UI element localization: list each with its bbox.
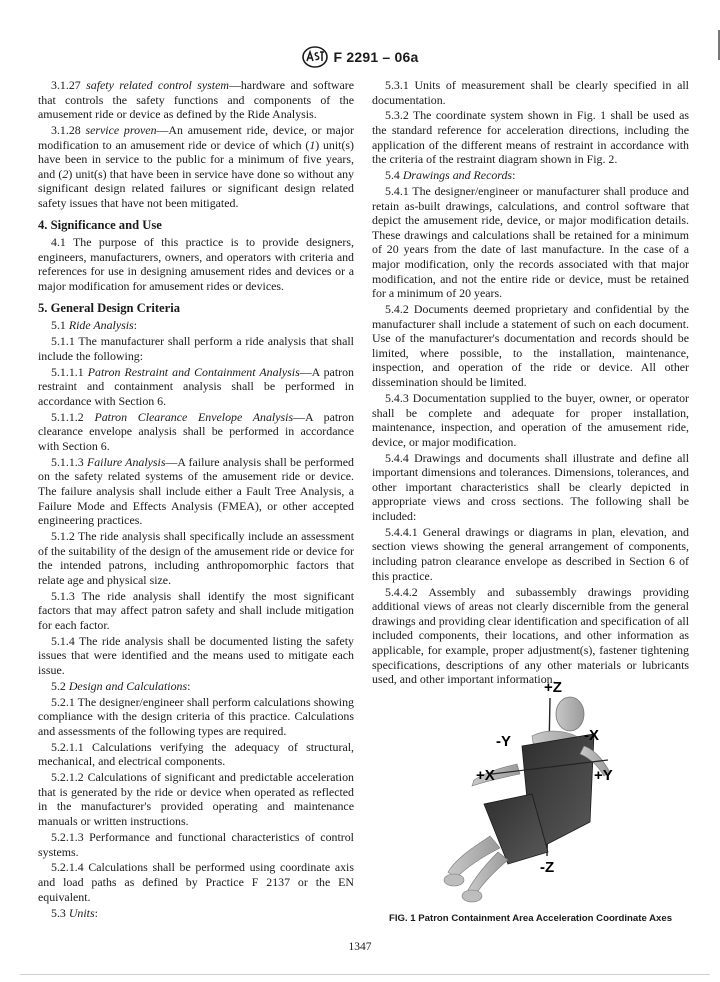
para-5-4-4-2: 5.4.4.2 Assembly and subassembly drawings providing additional views of areas not clearly discernible from the general drawings and providing clear identification and specification of all included components, their locations, and other information as applicable, for example, proper adjustment(s), fastener tightening specifications, descriptions of any other materials or lubricants used, and other important information. [372,584,689,687]
section-heading-4: 4. Significance and Use [38,217,162,232]
mannequin-left-foot [444,874,464,886]
para-5-3-1: 5.3.1 Units of measurement shall be clearly specified in all documentation. [372,78,689,107]
axis-label-pos-y: +Y [594,767,613,784]
para-5-1-1-3: 5.1.1.3 Failure Analysis—A failure analysis shall be performed on the safety related systems of the amusement ride or device. The failure analysis shall include either a Fault Tree Analysis, a Failure Mode and Effects Analysis (FMEA), or other accepted engineering practices. [38,454,354,528]
para-5-4-2: 5.4.2 Documents deemed proprietary and confidential by the manufacturer shall include a statement of such on each document. Use of the manufacturer's documentation and records should be limited, where possible, to the installation, maintenance, inspection, and operation of the ride or device. All other dissemination should be limited. [372,302,689,390]
figure-caption: FIG. 1 Patron Containment Area Acceleration Coordinate Axes [388,913,673,924]
para-3-1-28: 3.1.28 service proven—An amusement ride, device, or major modification to an amusement ride or device of which (1) unit(s) have been in service to the public for a minimum of five years, and (2) unit(s) that have been in service have done so without any significant design related failures or significant design related safety issues that have not been mitigated. [38,123,355,211]
page-header [0,45,720,69]
section-heading-5: 5. General Design Criteria [38,300,180,315]
para-5-1: 5.1 Ride Analysis: [51,318,137,333]
axis-label-pos-x: +X [476,767,495,784]
para-3-1-27: 3.1.27 safety related control system—hardware and software that controls the safety functions and components of the amusement ride or device as defined by the Ride Analysis. [38,78,354,122]
para-5-1-3: 5.1.3 The ride analysis shall identify the most significant factors that may affect patron safety and shall include mitigation for each factor. [38,588,354,632]
para-5-2-1-2: 5.2.1.2 Calculations of significant and predictable acceleration that is generated by the ride or device when operated as reflected in the manufacturer's provided operating and maintenance manuals or written instructions. [38,770,354,829]
scan-bottom-edge [20,974,710,975]
mannequin-head [556,697,584,731]
para-5-4-4: 5.4.4 Drawings and documents shall illustrate and define all important dimensions and tolerances. Dimensions, tolerances, and other important characteristics shall be clearly depicted in appropriate views and cross sections. The following shall be included: [372,450,689,523]
page-number: 1347 [348,941,372,953]
axis-label-neg-y: -Y [496,733,511,750]
axis-label-pos-z: +Z [544,679,562,696]
mannequin-right-foot [462,890,482,902]
axis-label-neg-z: -Z [540,859,555,876]
para-5-1-1: 5.1.1 The manufacturer shall perform a ride analysis that shall include the following: [38,334,354,363]
para-5-4-3: 5.4.3 Documentation supplied to the buyer, owner, or operator shall be complete and adequate for proper installation, maintenance, inspection, and operation of the amusement ride, device, or major modification. [372,390,689,449]
para-5-1-2: 5.1.2 The ride analysis shall specifically include an assessment of the suitability of the design of the amusement ride or device for the intended patrons, including anthropomorphic factors that relate age and physical size. [38,529,354,587]
astm-logo-icon [302,46,328,68]
para-5-2: 5.2 Design and Calculations: [51,678,191,693]
para-5-4-1: 5.4.1 The designer/engineer or manufacturer shall produce and retain as-built drawings, calculations, and control software that depict the amusement ride, device, or major modification details. These drawings and calculations shall be retained for a minimum of 20 years from the date of last manufacture. In the case of a major modification, only the records associated with that major modification, and not the entire ride or device, must be retained for a minimum of 20 years. [372,184,689,301]
para-5-4: 5.4 Drawings and Records: [385,168,516,183]
para-5-1-4: 5.1.4 The ride analysis shall be documented listing the safety issues that were identified and the means used to mitigate each issue. [38,633,354,677]
right-column [372,78,689,688]
para-5-3-2: 5.3.2 The coordinate system shown in Fig. 1 shall be used as the standard reference for acceleration directions, including the application of the different means of restraint in accordance with the criteria of the restraint diagram shown in Fig. 2. [372,108,689,167]
para-5-2-1: 5.2.1 The designer/engineer shall perform calculations showing compliance with the design criteria of this practice. Calculations and assessments of the following types are required. [38,694,354,738]
left-column [38,78,354,921]
figure-1 [372,676,689,924]
para-5-1-1-1: 5.1.1.1 Patron Restraint and Containment Analysis—A patron restraint and containment analysis shall be performed in accordance with Section 6. [38,364,354,408]
para-5-4-4-1: 5.4.4.1 General drawings or diagrams in plan, elevation, and section views showing the general arrangement of components, including patron clearance envelope as described in Section 6 of this practice. [372,524,689,583]
axis-label-neg-x: -X [584,727,599,744]
para-5-2-1-3: 5.2.1.3 Performance and functional characteristics of control systems. [38,829,354,859]
para-5-1-1-2: 5.1.1.2 Patron Clearance Envelope Analysis—A patron clearance envelope analysis shall be performed in accordance with Section 6. [38,409,355,453]
standard-designation: F 2291 – 06a [333,49,419,65]
para-5-3: 5.3 Units: [51,905,98,920]
para-5-2-1-1: 5.2.1.1 Calculations verifying the adequacy of structural, mechanical, and electrical components. [38,739,354,769]
seated-patron-axes-illustration [372,676,689,904]
para-4-1: 4.1 The purpose of this practice is to provide designers, engineers, manufacturers, owners, and operators with criteria and references for use in designing amusement rides and devices or a major modification for amusement rides or devices. [38,235,354,294]
para-5-2-1-4: 5.2.1.4 Calculations shall be performed using coordinate axis and load paths as defined by Practice F 2137 or the EN equivalent. [38,860,354,904]
